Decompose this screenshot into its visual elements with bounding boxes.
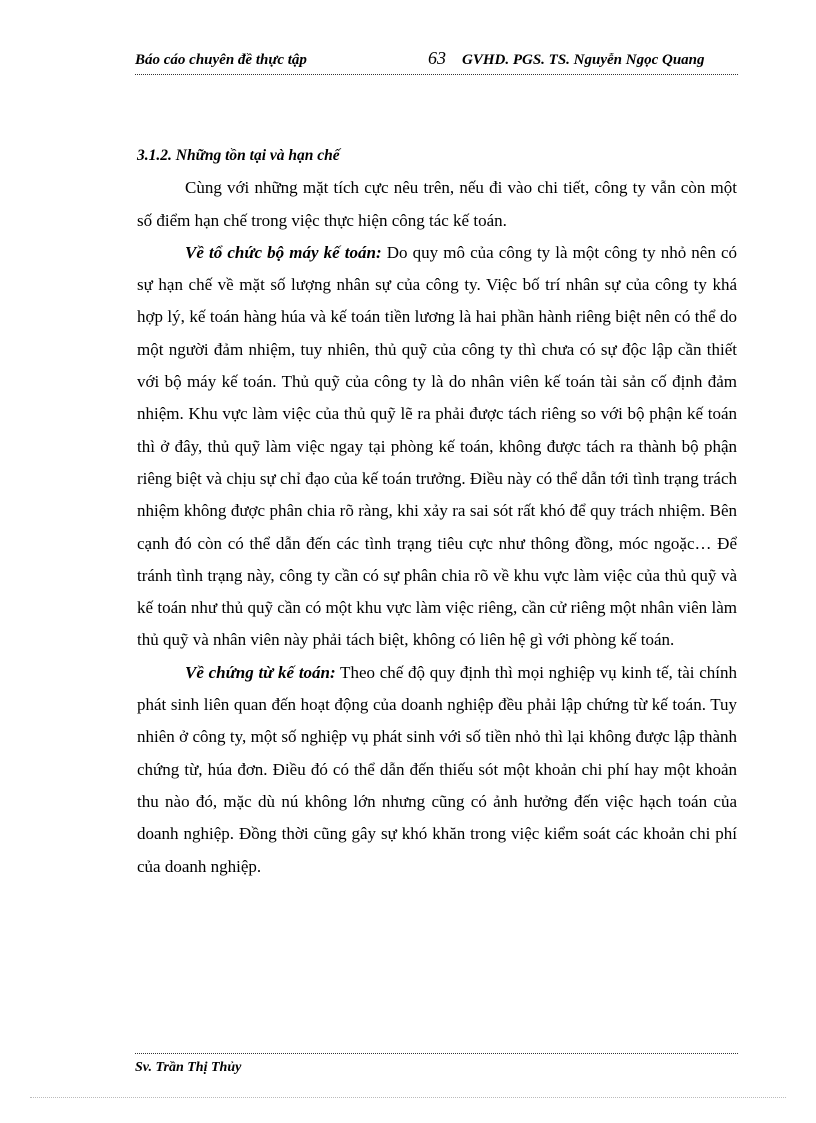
accounting-organization-lead: Về tổ chức bộ máy kế toán: xyxy=(185,242,382,262)
page-header xyxy=(135,46,738,75)
supervisor-name: GVHD. PGS. TS. Nguyễn Ngọc Quang xyxy=(462,52,705,68)
accounting-documents-paragraph xyxy=(137,657,737,883)
accounting-documents-text: Theo chế độ quy định thì mọi nghiệp vụ kinh tế, tài chính phát sinh liên quan đến hoạt động của doanh nghiệp đều phải lập chứng từ kế toán. Tuy nhiên ở công ty, một số nghiệp vụ phát sinh với số tiền nhỏ thì lại không được lập thành chứng từ, húa đơn. Điều đó có thể dẫn đến thiếu sót một khoản chi phí hay một khoản thu nào đó, mặc dù nú không lớn nhưng cũng có ảnh hưởng đến việc hạch toán của doanh nghiệp. Đồng thời cũng gây sự khó khăn trong việc kiểm soát các khoản chi phí của doanh nghiệp. xyxy=(137,662,737,876)
accounting-organization-text: Do quy mô của công ty là một công ty nhỏ nên có sự hạn chế về mặt số lượng nhân sự của công ty. Việc bố trí nhân sự của công ty khá hợp lý, kế toán hàng húa và kế toán tiền lương là hai phần hành riêng biệt nên có thể do một người đảm nhiệm, tuy nhiên, thủ quỹ của công ty thì chưa có sự độc lập cần thiết với bộ máy kế toán. Thủ quỹ của công ty là do nhân viên kế toán tài sản cố định đảm nhiệm. Khu vực làm việc của thủ quỹ lẽ ra phải được tách riêng so với bộ phận kế toán thì ở đây, thủ quỹ làm việc ngay tại phòng kế toán, không được tách ra thành bộ phận riêng biệt và chịu sự chỉ đạo của kế toán trưởng. Điều này có thể dẫn tới tình trạng trách nhiệm không được phân chia rõ ràng, khi xảy ra sai sót rất khó để quy trách nhiệm. Bên cạnh đó còn có thể dẫn đến các tình trạng tiêu cực như thông đồng, móc ngoặc… Để tránh tình trạng này, công ty cần có sự phân chia rõ về khu vực làm việc của thủ quỹ và kế toán như thủ quỹ cần có một khu vực làm việc riêng, cần cử riêng một nhân viên làm thủ quỹ và nhân viên này phải tách biệt, không có liên hệ gì với phòng kế toán. xyxy=(137,242,738,650)
accounting-organization-paragraph xyxy=(137,237,737,657)
report-title: Báo cáo chuyên đề thực tập xyxy=(135,52,307,68)
page-footer xyxy=(135,1053,738,1076)
student-name: Sv. Trần Thị Thủy xyxy=(135,1060,242,1075)
bottom-divider xyxy=(30,1097,786,1098)
page-body xyxy=(137,140,737,883)
intro-paragraph: Cùng với những mặt tích cực nêu trên, nếu đi vào chi tiết, công ty vẫn còn một số điểm hạn chế trong việc thực hiện công tác kế toán. xyxy=(137,178,737,230)
accounting-documents-lead: Về chứng từ kế toán: xyxy=(185,662,336,682)
page-number: 63 xyxy=(428,48,446,68)
section-title: 3.1.2. Những tồn tại và hạn chế xyxy=(137,147,340,164)
